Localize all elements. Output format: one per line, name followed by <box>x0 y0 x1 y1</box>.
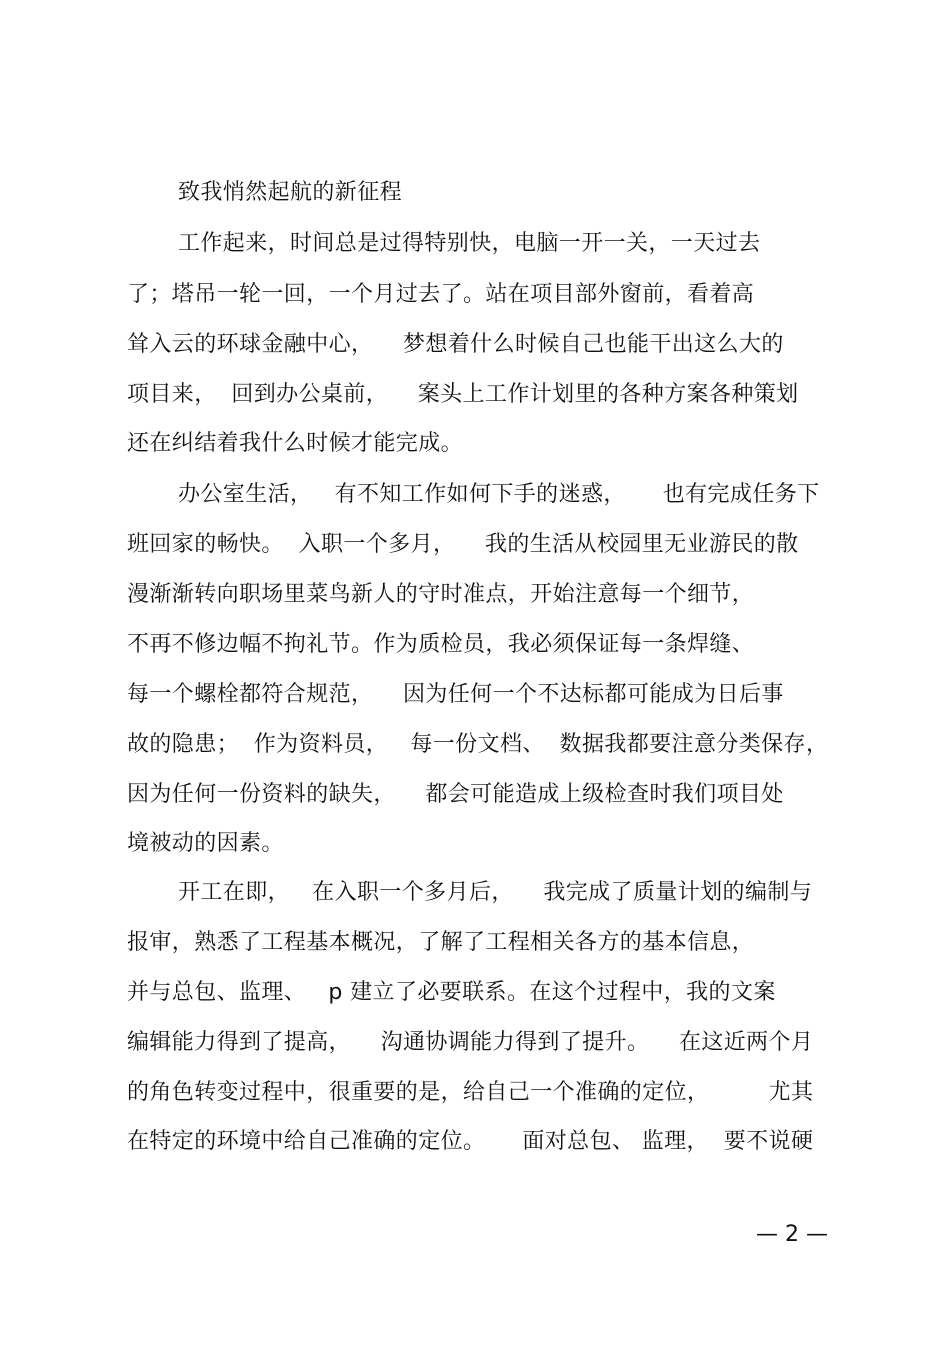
text-line: 不再不修边幅不拘礼节。作为质检员，我必须保证每一条焊缝、 <box>127 632 755 657</box>
text-line: 因为任何一份资料的缺失， 都会可能造成上级检查时我们项目处 <box>127 782 784 807</box>
document-title: 致我悄然起航的新征程 <box>178 180 403 205</box>
text-line: 项目来， 回到办公桌前， 案头上工作计划里的各种方案各种策划 <box>127 382 799 407</box>
text-line: 故的隐患； 作为资料员， 每一份文档、 数据我都要注意分类保存， <box>127 732 829 757</box>
text-line: 办公室生活， 有不知工作如何下手的迷惑， 也有完成任务下 <box>178 482 820 507</box>
text-line: 境被动的因素。 <box>127 831 284 856</box>
text-line: 编辑能力得到了提高， 沟通协调能力得到了提升。 在这近两个月 <box>127 1030 814 1055</box>
text-line: 了；塔吊一轮一回，一个月过去了。站在项目部外窗前，看着高 <box>127 282 755 307</box>
text-line: 的角色转变过程中，很重要的是，给自己一个准确的定位， 尤其 <box>127 1080 814 1105</box>
text-line: 并与总包、监理、 p 建立了必要联系。在这个过程中，我的文案 <box>127 980 776 1005</box>
text-line: 班回家的畅快。 入职一个多月， 我的生活从校园里无业游民的散 <box>127 532 799 557</box>
page-number: — 2 — <box>756 1222 828 1247</box>
text-line: 工作起来，时间总是过得特别快，电脑一开一关，一天过去 <box>178 231 761 256</box>
text-line: 每一个螺栓都符合规范， 因为任何一个不达标都可能成为日后事 <box>127 682 784 707</box>
text-line: 耸入云的环球金融中心， 梦想着什么时候自己也能干出这么大的 <box>127 332 784 357</box>
text-line: 开工在即， 在入职一个多月后， 我完成了质量计划的编制与 <box>178 880 813 905</box>
text-line: 漫渐渐转向职场里菜鸟新人的守时准点，开始注意每一个细节， <box>127 582 755 607</box>
text-line: 报审，熟悉了工程基本概况，了解了工程相关各方的基本信息， <box>127 930 755 955</box>
text-line: 还在纠结着我什么时候才能完成。 <box>127 431 464 456</box>
text-line: 在特定的环境中给自己准确的定位。 面对总包、 监理， 要不说硬 <box>127 1129 814 1154</box>
